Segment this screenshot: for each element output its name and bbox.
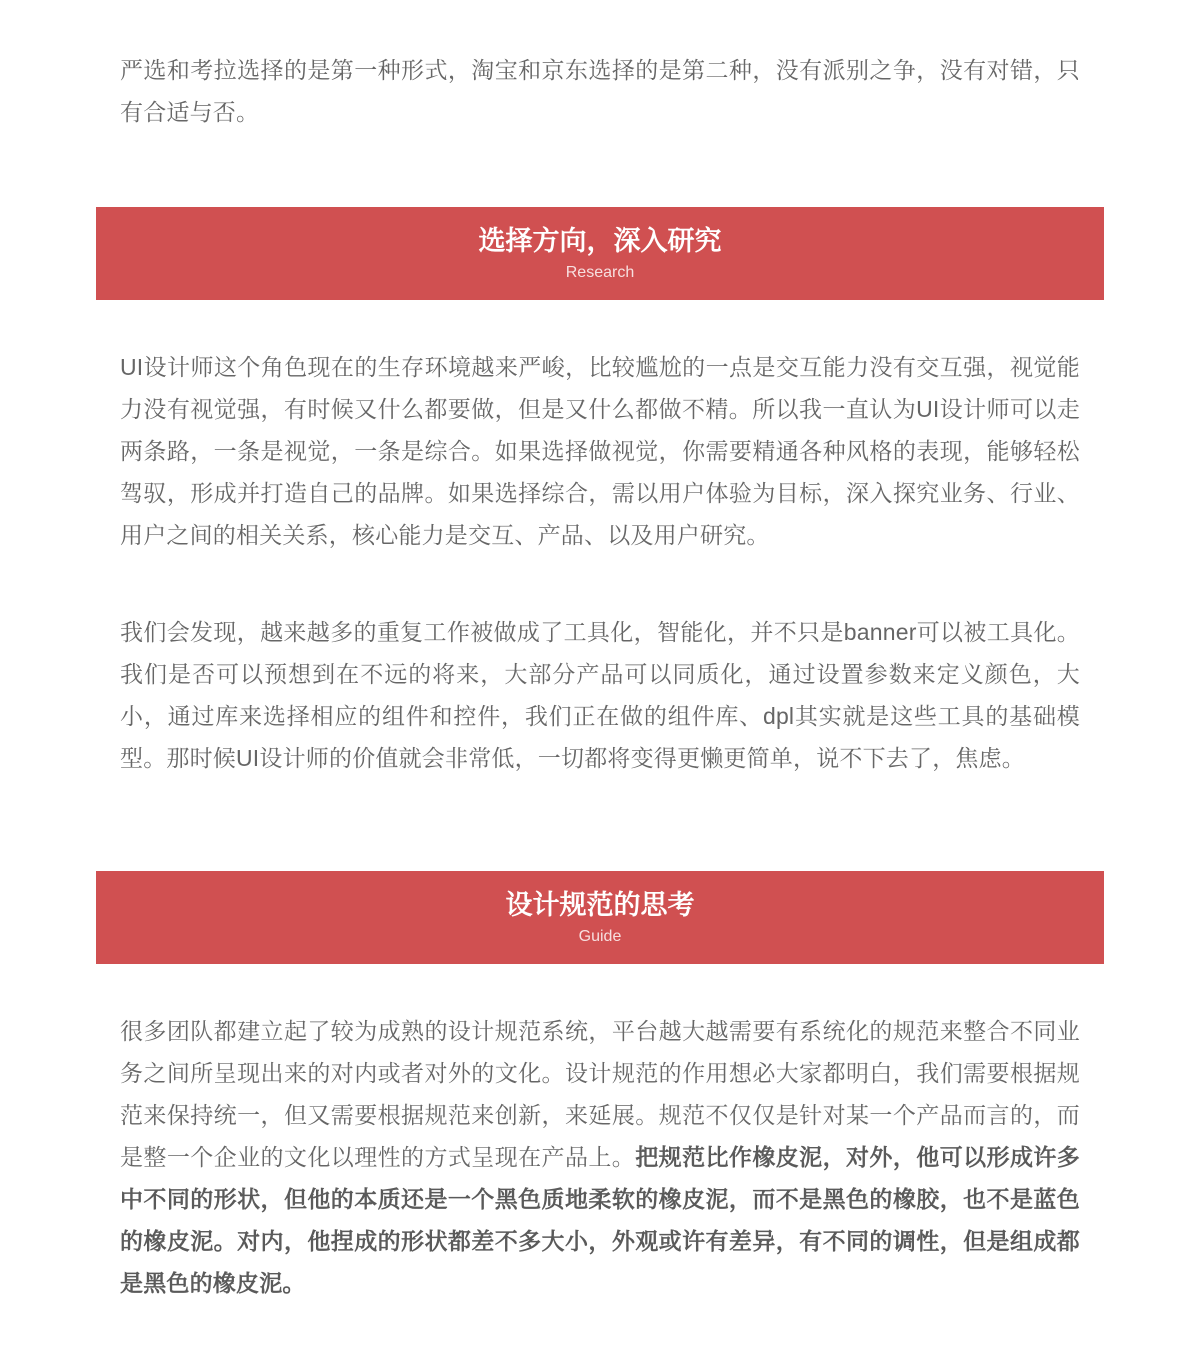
paragraph-research-1: UI设计师这个角色现在的生存环境越来严峻，比较尴尬的一点是交互能力没有交互强，视觉能力没有视觉强，有时候又什么都要做，但是又什么都做不精。所以我一直认为UI设计师可以走两条路，一条是视觉，一条是综合。如果选择做视觉，你需要精通各种风格的表现，能够轻松驾驭，形成并打造自己的品牌。如果选择综合，需以用户体验为目标，深入探究业务、行业、用户之间的相关关系，核心能力是交互、产品、以及用户研究。 xyxy=(120,354,1080,548)
guide-text-normal: 很多团队都建立起了较为成熟的设计规范系统，平台越大越需要有系统化的规范来整合不同业务之间所呈现出来的对内或者对外的文化。设计规范的作用想必大家都明白，我们需要根据规范来保持统一，但又需要根据规范来创新，来延展。规范不仅仅是针对某一个产品而言的，而是整一个企业的文化以理性的方式呈现在产品上。 xyxy=(120,1018,1080,1170)
section-banner-research xyxy=(96,207,1104,300)
banner-title-guide: 设计规范的思考 xyxy=(505,890,695,920)
paragraph-intro: 严选和考拉选择的是第一种形式，淘宝和京东选择的是第二种，没有派别之争，没有对错，只有合适与否。 xyxy=(120,57,1080,125)
paragraph-guide-1 xyxy=(96,1010,1104,1304)
guide-text-emphasis: 把规范比作橡皮泥，对外，他可以形成许多中不同的形状，但他的本质还是一个黑色质地柔软的橡皮泥，而不是黑色的橡胶，也不是蓝色的橡皮泥。对内，他捏成的形状都差不多大小，外观或许有差异，有不同的调性，但是组成都是黑色的橡皮泥。 xyxy=(120,1144,1080,1296)
banner-subtitle-guide: Guide xyxy=(578,928,622,945)
section-banner-guide xyxy=(96,871,1104,964)
banner-title-research: 选择方向，深入研究 xyxy=(478,226,722,256)
article-body xyxy=(96,0,1104,1359)
banner-subtitle-research: Research xyxy=(565,264,635,281)
paragraph-research-2: 我们会发现，越来越多的重复工作被做成了工具化，智能化，并不只是banner可以被工具化。我们是否可以预想到在不远的将来，大部分产品可以同质化，通过设置参数来定义颜色，大小，通过库来选择相应的组件和控件，我们正在做的组件库、dpl其实就是这些工具的基础模型。那时候UI设计师的价值就会非常低，一切都将变得更懒更简单，说不下去了，焦虑。 xyxy=(120,619,1080,771)
